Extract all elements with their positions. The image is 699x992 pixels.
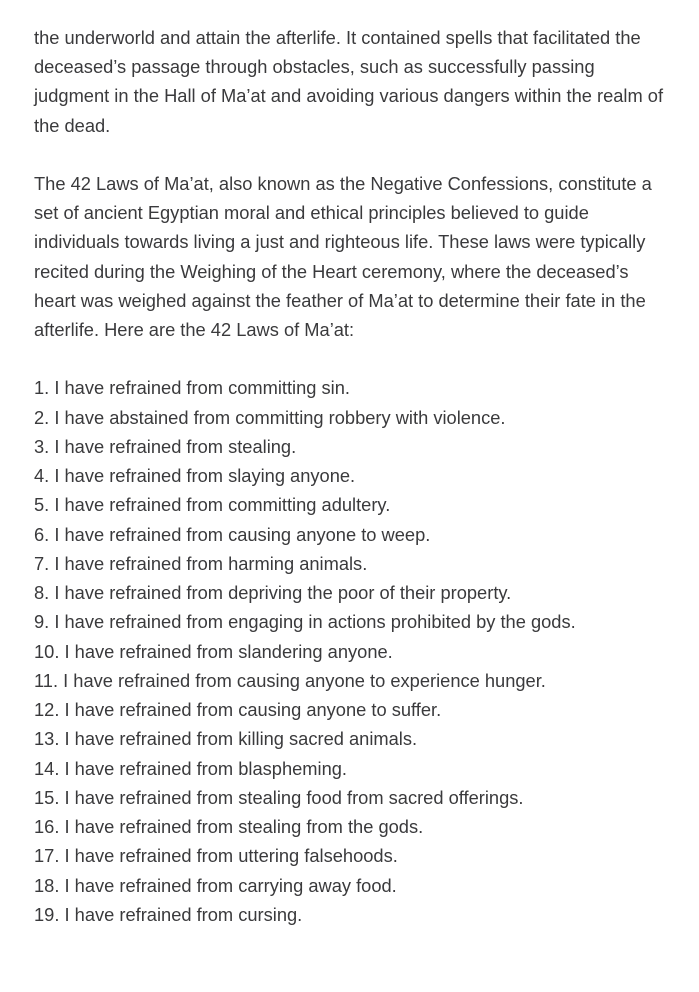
list-item: 19. I have refrained from cursing. — [34, 903, 303, 925]
list-item: 17. I have refrained from uttering falsehoods. — [34, 845, 398, 867]
list-item: 13. I have refrained from killing sacred animals. — [34, 728, 418, 750]
list-item: 10. I have refrained from slandering anyone. — [34, 640, 393, 662]
list-item: 1. I have refrained from committing sin. — [34, 377, 350, 399]
list-item: 4. I have refrained from slaying anyone. — [34, 465, 356, 487]
list-item: 16. I have refrained from stealing from the gods. — [34, 816, 424, 838]
list-item: 7. I have refrained from harming animals. — [34, 552, 368, 574]
list-item: 14. I have refrained from blaspheming. — [34, 757, 347, 779]
list-item: 5. I have refrained from committing adultery. — [34, 494, 391, 516]
laws-intro-paragraph: The 42 Laws of Ma’at, also known as the Negative Confessions, constitute a set of ancient Egyptian moral and ethical principles believed to guide individuals towards living a just and righteous life. These laws were typically recited during the Weighing of the Heart ceremony, where the deceased’s heart was weighed against the feather of Ma’at to determine their fate in the afterlife. Here are the 42 Laws of Ma’at: — [34, 173, 652, 341]
intro-paragraph: the underworld and attain the afterlife. It contained spells that facilitated the deceased’s passage through obstacles, such as successfully passing judgment in the Hall of Ma’at and avoiding various dangers within the realm of the dead. — [34, 27, 664, 136]
list-item: 2. I have abstained from committing robbery with violence. — [34, 406, 506, 428]
list-item: 6. I have refrained from causing anyone to weep. — [34, 523, 431, 545]
list-item: 3. I have refrained from stealing. — [34, 435, 297, 457]
list-item: 9. I have refrained from engaging in actions prohibited by the gods. — [34, 611, 576, 633]
laws-list — [34, 373, 669, 929]
list-item: 15. I have refrained from stealing food from sacred offerings. — [34, 786, 524, 808]
list-item: 12. I have refrained from causing anyone to suffer. — [34, 699, 442, 721]
list-item: 11. I have refrained from causing anyone to experience hunger. — [34, 669, 546, 691]
list-item: 8. I have refrained from depriving the poor of their property. — [34, 582, 512, 604]
list-item: 18. I have refrained from carrying away food. — [34, 874, 397, 896]
